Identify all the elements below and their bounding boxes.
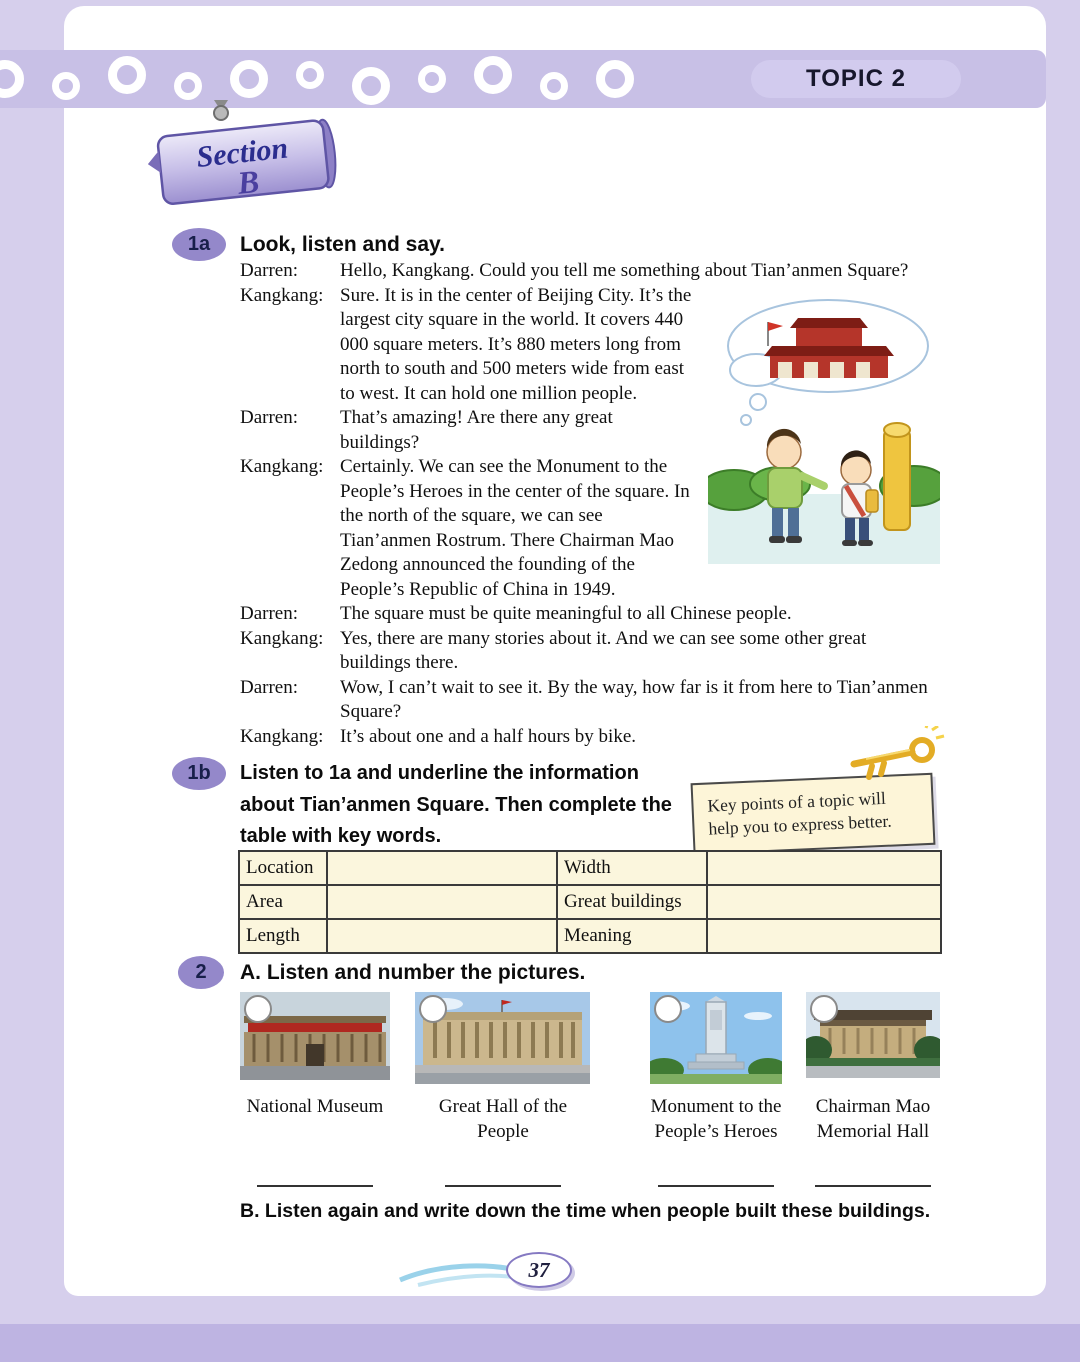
- table-row: [239, 919, 941, 953]
- page-number: 37: [506, 1252, 572, 1288]
- dialogue-text: Certainly. We can see the Monument to the People’s Heroes in the center of the square. In the north of the square, we can see Tian’anmen Rostrum. There Chairman Mao Zedong announced the founding of the People’s Republic of China in 1949.: [340, 456, 690, 600]
- number-circle-2[interactable]: [419, 995, 447, 1023]
- ring-icon: [108, 56, 146, 94]
- dialogue-line: [240, 259, 940, 284]
- dialogue-text: Yes, there are many stories about it. And we can see some other great buildings there.: [340, 627, 867, 673]
- picture-label: Chairman Mao Memorial Hall: [815, 1096, 931, 1142]
- tiananmen-illustration: [708, 284, 940, 564]
- ring-icon: [52, 72, 80, 100]
- table-label-great-buildings: Great buildings: [557, 885, 707, 919]
- key-words-table: [238, 850, 942, 954]
- answer-blank[interactable]: [815, 1185, 931, 1187]
- table-label-location: Location: [239, 851, 327, 885]
- ring-icon: [174, 72, 202, 100]
- table-row: [239, 885, 941, 919]
- speaker-label: Darren:: [240, 407, 299, 428]
- topic-label: TOPIC 2: [751, 60, 961, 98]
- thought-bubble-icon: [728, 300, 928, 425]
- table-label-width: Width: [557, 851, 707, 885]
- table-label-meaning: Meaning: [557, 919, 707, 953]
- tip-note: Key points of a topic will help you to express better.: [691, 773, 936, 855]
- ring-icon: [474, 56, 512, 94]
- national-museum-photo: [240, 992, 390, 1085]
- picture-label: Great Hall of the People: [438, 1096, 568, 1142]
- speaker-label: Kangkang:: [240, 725, 324, 747]
- activity-2a-instruction: A. Listen and number the pictures.: [240, 961, 586, 984]
- ring-icon: [596, 60, 634, 98]
- activity-badge-1b: 1b: [172, 757, 226, 790]
- activity-1b-instruction: Listen to 1a and underline the information about Tian’anmen Square. Then complete the table with key words.: [240, 762, 672, 847]
- dialogue-1a: [240, 259, 940, 749]
- speaker-label: Kangkang:: [240, 627, 324, 649]
- activity-badge-2: 2: [178, 956, 224, 989]
- pin-icon: [214, 100, 228, 120]
- speaker-label: Darren:: [240, 603, 299, 624]
- ring-icon: [418, 65, 446, 93]
- number-circle-3[interactable]: [654, 995, 682, 1023]
- table-label-length: Length: [239, 919, 327, 953]
- section-banner: [148, 98, 343, 223]
- answer-blank[interactable]: [658, 1185, 774, 1187]
- dialogue-line: [240, 725, 940, 750]
- section-letter: B: [235, 162, 261, 201]
- number-circle-1[interactable]: [244, 995, 272, 1023]
- dialogue-text: It’s about one and a half hours by bike.: [340, 725, 637, 747]
- great-hall-photo: [415, 992, 590, 1089]
- speaker-label: Darren:: [240, 676, 299, 698]
- memorial-hall-photo: [806, 992, 940, 1083]
- dialogue-text: Wow, I can’t wait to see it. By the way, how far is it from here to Tian’anmen Square?: [340, 676, 928, 722]
- ring-icon: [540, 72, 568, 100]
- dialogue-text: Hello, Kangkang. Could you tell me something about Tian’anmen Square?: [340, 260, 909, 281]
- ring-icon: [0, 60, 24, 98]
- dialogue-line: [240, 627, 940, 676]
- table-row: [239, 851, 941, 885]
- table-blank-location[interactable]: [327, 851, 557, 885]
- picture-label: Monument to the People’s Heroes: [650, 1096, 782, 1142]
- ring-icon: [296, 61, 324, 89]
- table-blank-meaning[interactable]: [707, 919, 941, 953]
- table-label-area: Area: [239, 885, 327, 919]
- dialogue-text: Sure. It is in the center of Beijing City. It’s the largest city square in the world. It covers 440 000 square meters. It’s 880 meters long from north to south and 500 meters wide from east to west. It can hold one million people.: [340, 284, 692, 404]
- activity-1a-title: Look, listen and say.: [240, 233, 445, 256]
- ring-icon: [230, 60, 268, 98]
- activity-2b-instruction: B. Listen again and write down the time when people built these buildings.: [240, 1200, 931, 1222]
- picture-label: National Museum: [246, 1096, 384, 1117]
- monument-photo: [650, 992, 782, 1089]
- number-circle-4[interactable]: [810, 995, 838, 1023]
- table-blank-width[interactable]: [707, 851, 941, 885]
- dialogue-line: [240, 602, 940, 627]
- dialogue-line: [240, 676, 940, 725]
- speaker-label: Darren:: [240, 260, 299, 281]
- table-blank-area[interactable]: [327, 885, 557, 919]
- key-icon: [836, 726, 946, 795]
- answer-blank[interactable]: [257, 1185, 373, 1187]
- speaker-label: Kangkang:: [240, 456, 324, 477]
- section-word: Section: [194, 131, 290, 174]
- dialogue-text: That’s amazing! Are there any great buildings?: [340, 407, 613, 453]
- bottom-border-band: [0, 1324, 1080, 1362]
- ring-icon: [352, 67, 390, 105]
- table-blank-length[interactable]: [327, 919, 557, 953]
- dialogue-text: The square must be quite meaningful to all Chinese people.: [340, 603, 792, 624]
- table-blank-great-buildings[interactable]: [707, 885, 941, 919]
- answer-blank[interactable]: [445, 1185, 561, 1187]
- activity-badge-1a: 1a: [172, 228, 226, 261]
- speaker-label: Kangkang:: [240, 284, 324, 306]
